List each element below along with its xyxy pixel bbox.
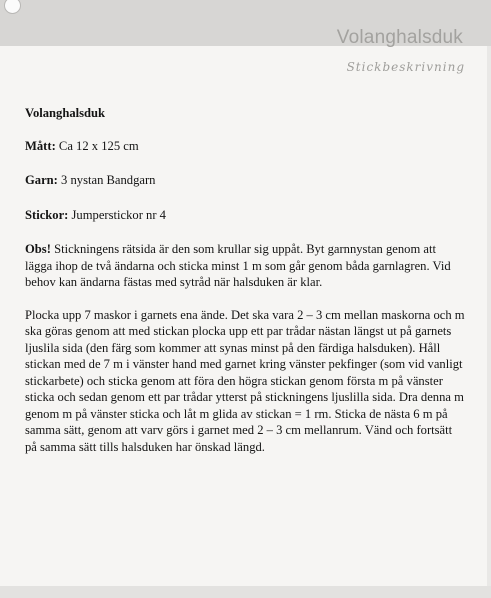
- spec-yarn: [25, 172, 465, 189]
- spec-yarn-label: Garn:: [25, 173, 58, 187]
- page-bottom-edge: [0, 586, 491, 598]
- spec-size-label: Mått:: [25, 138, 56, 153]
- spec-needles-value: Jumperstickor nr 4: [71, 207, 166, 222]
- spec-size: [25, 138, 465, 155]
- note-text: Stickningens rätsida är den som krullar sig uppåt. Byt garnnystan genom att lägga ihop de två ändarna och sticka minst 1 m som går genom båda garnlagren. Vid behov kan ändarna fästas med sytråd när halsduken är klar.: [25, 242, 451, 289]
- brand-subtitle: Stickbeskrivning: [346, 60, 465, 74]
- brand-title: Volanghalsduk: [336, 27, 463, 48]
- spec-needles-label: Stickor:: [25, 207, 69, 222]
- spec-size-value: Ca 12 x 125 cm: [58, 138, 139, 153]
- page-edge-shade: [487, 46, 491, 598]
- spec-needles: [25, 207, 465, 224]
- document-content: [25, 105, 465, 471]
- document-title: Volanghalsduk: [25, 106, 106, 120]
- note-paragraph: [25, 241, 465, 291]
- spec-yarn-value: 3 nystan Bandgarn: [61, 173, 156, 187]
- instructions-paragraph: Plocka upp 7 maskor i garnets ena ände. Det ska vara 2 – 3 cm mellan maskorna och m ska göras genom att med stickan plocka upp ett par trådar nästan längst ut på garnets ljuslila sida (den färg som kommer att synas minst på den färdiga halsduken). Håll stickan med de 7 m i vänster hand med garnet kring vänster pekfinger (som vid vanligt stickarbete) och sticka genom att föra den högra stickan genom första m på vänster sticka och sedan genom ett par trådar ytterst på stickningens ljuslilla sida. Dra denna m genom m på vänster sticka och låt m glida av stickan = 1 rm. Sticka de nästa 6 m på samma sätt, genom att varv görs i garnet med 2 – 3 cm mellanrum. Vänd och fortsätt på samma sätt tills halsduken har önskad längd.: [25, 307, 465, 454]
- note-label: Obs!: [25, 242, 51, 256]
